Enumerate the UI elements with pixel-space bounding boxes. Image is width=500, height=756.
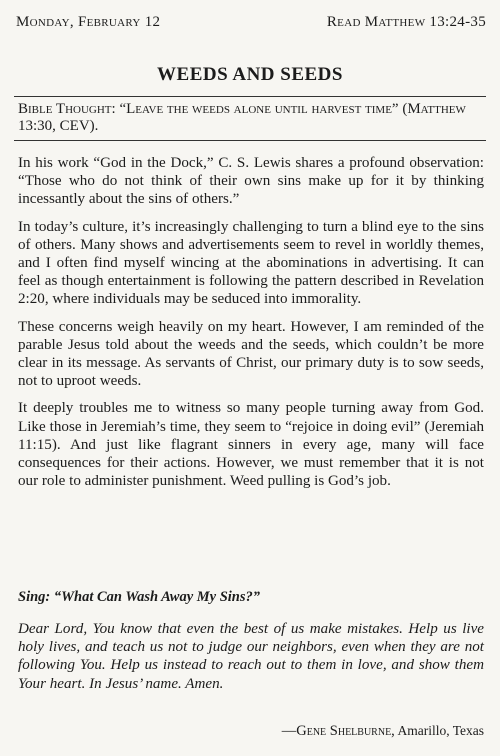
author-place: Amarillo, Texas xyxy=(397,723,484,738)
paragraph: It deeply troubles me to witness so many people turning away from God. Like those in Jeremiah’s time, they seem to “rejoice in doing evil” (Jeremiah 11:15). And just like flagrant sinners in every age, many will face consequences for their actions. However, we must remember that it is not our role to administer punishment. Weed pulling is God’s job. xyxy=(18,400,484,490)
header-reading: Read Matthew 13:24-35 xyxy=(326,14,486,30)
page-header xyxy=(16,14,486,36)
paragraph: In his work “God in the Dock,” C. S. Lewis shares a profound observation: “Those who do not think of their own sins make up for it by thinking incessantly about the sins of others.” xyxy=(18,155,484,208)
prayer: Dear Lord, You know that even the best of us make mistakes. Help us live holy lives, and teach us not to judge our neighbors, even when they are not following You. Help us instead to reach out to them in love, and show them Your heart. In Jesus’ name. Amen. xyxy=(18,621,484,692)
paragraph: In today’s culture, it’s increasingly challenging to turn a blind eye to the sins of others. Many shows and advertisements seem to revel in worldly themes, and I often find myself wincing at the abominations in advertising. It can feel as though entertainment is following the pattern described in Revelation 2:20, where individuals may be seduced into immorality. xyxy=(18,218,484,308)
sing-line: Sing: “What Can Wash Away My Sins?” xyxy=(18,589,261,605)
devotional-title: WEEDS AND SEEDS xyxy=(157,64,343,85)
signature xyxy=(282,723,484,740)
paragraph: These concerns weigh heavily on my heart. However, I am reminded of the parable Jesus told about the weeds and the seeds, which couldn’t be more clear in its message. As servants of Christ, our primary duty is to sow seeds, not to uproot weeds. xyxy=(18,318,484,390)
bible-thought: Bible Thought: “Leave the weeds alone until harvest time” (Matthew 13:30, CEV). xyxy=(14,96,486,141)
header-date: Monday, February 12 xyxy=(16,14,161,30)
devotional-body xyxy=(18,154,484,499)
author-name: —Gene Shelburne, xyxy=(281,723,395,739)
